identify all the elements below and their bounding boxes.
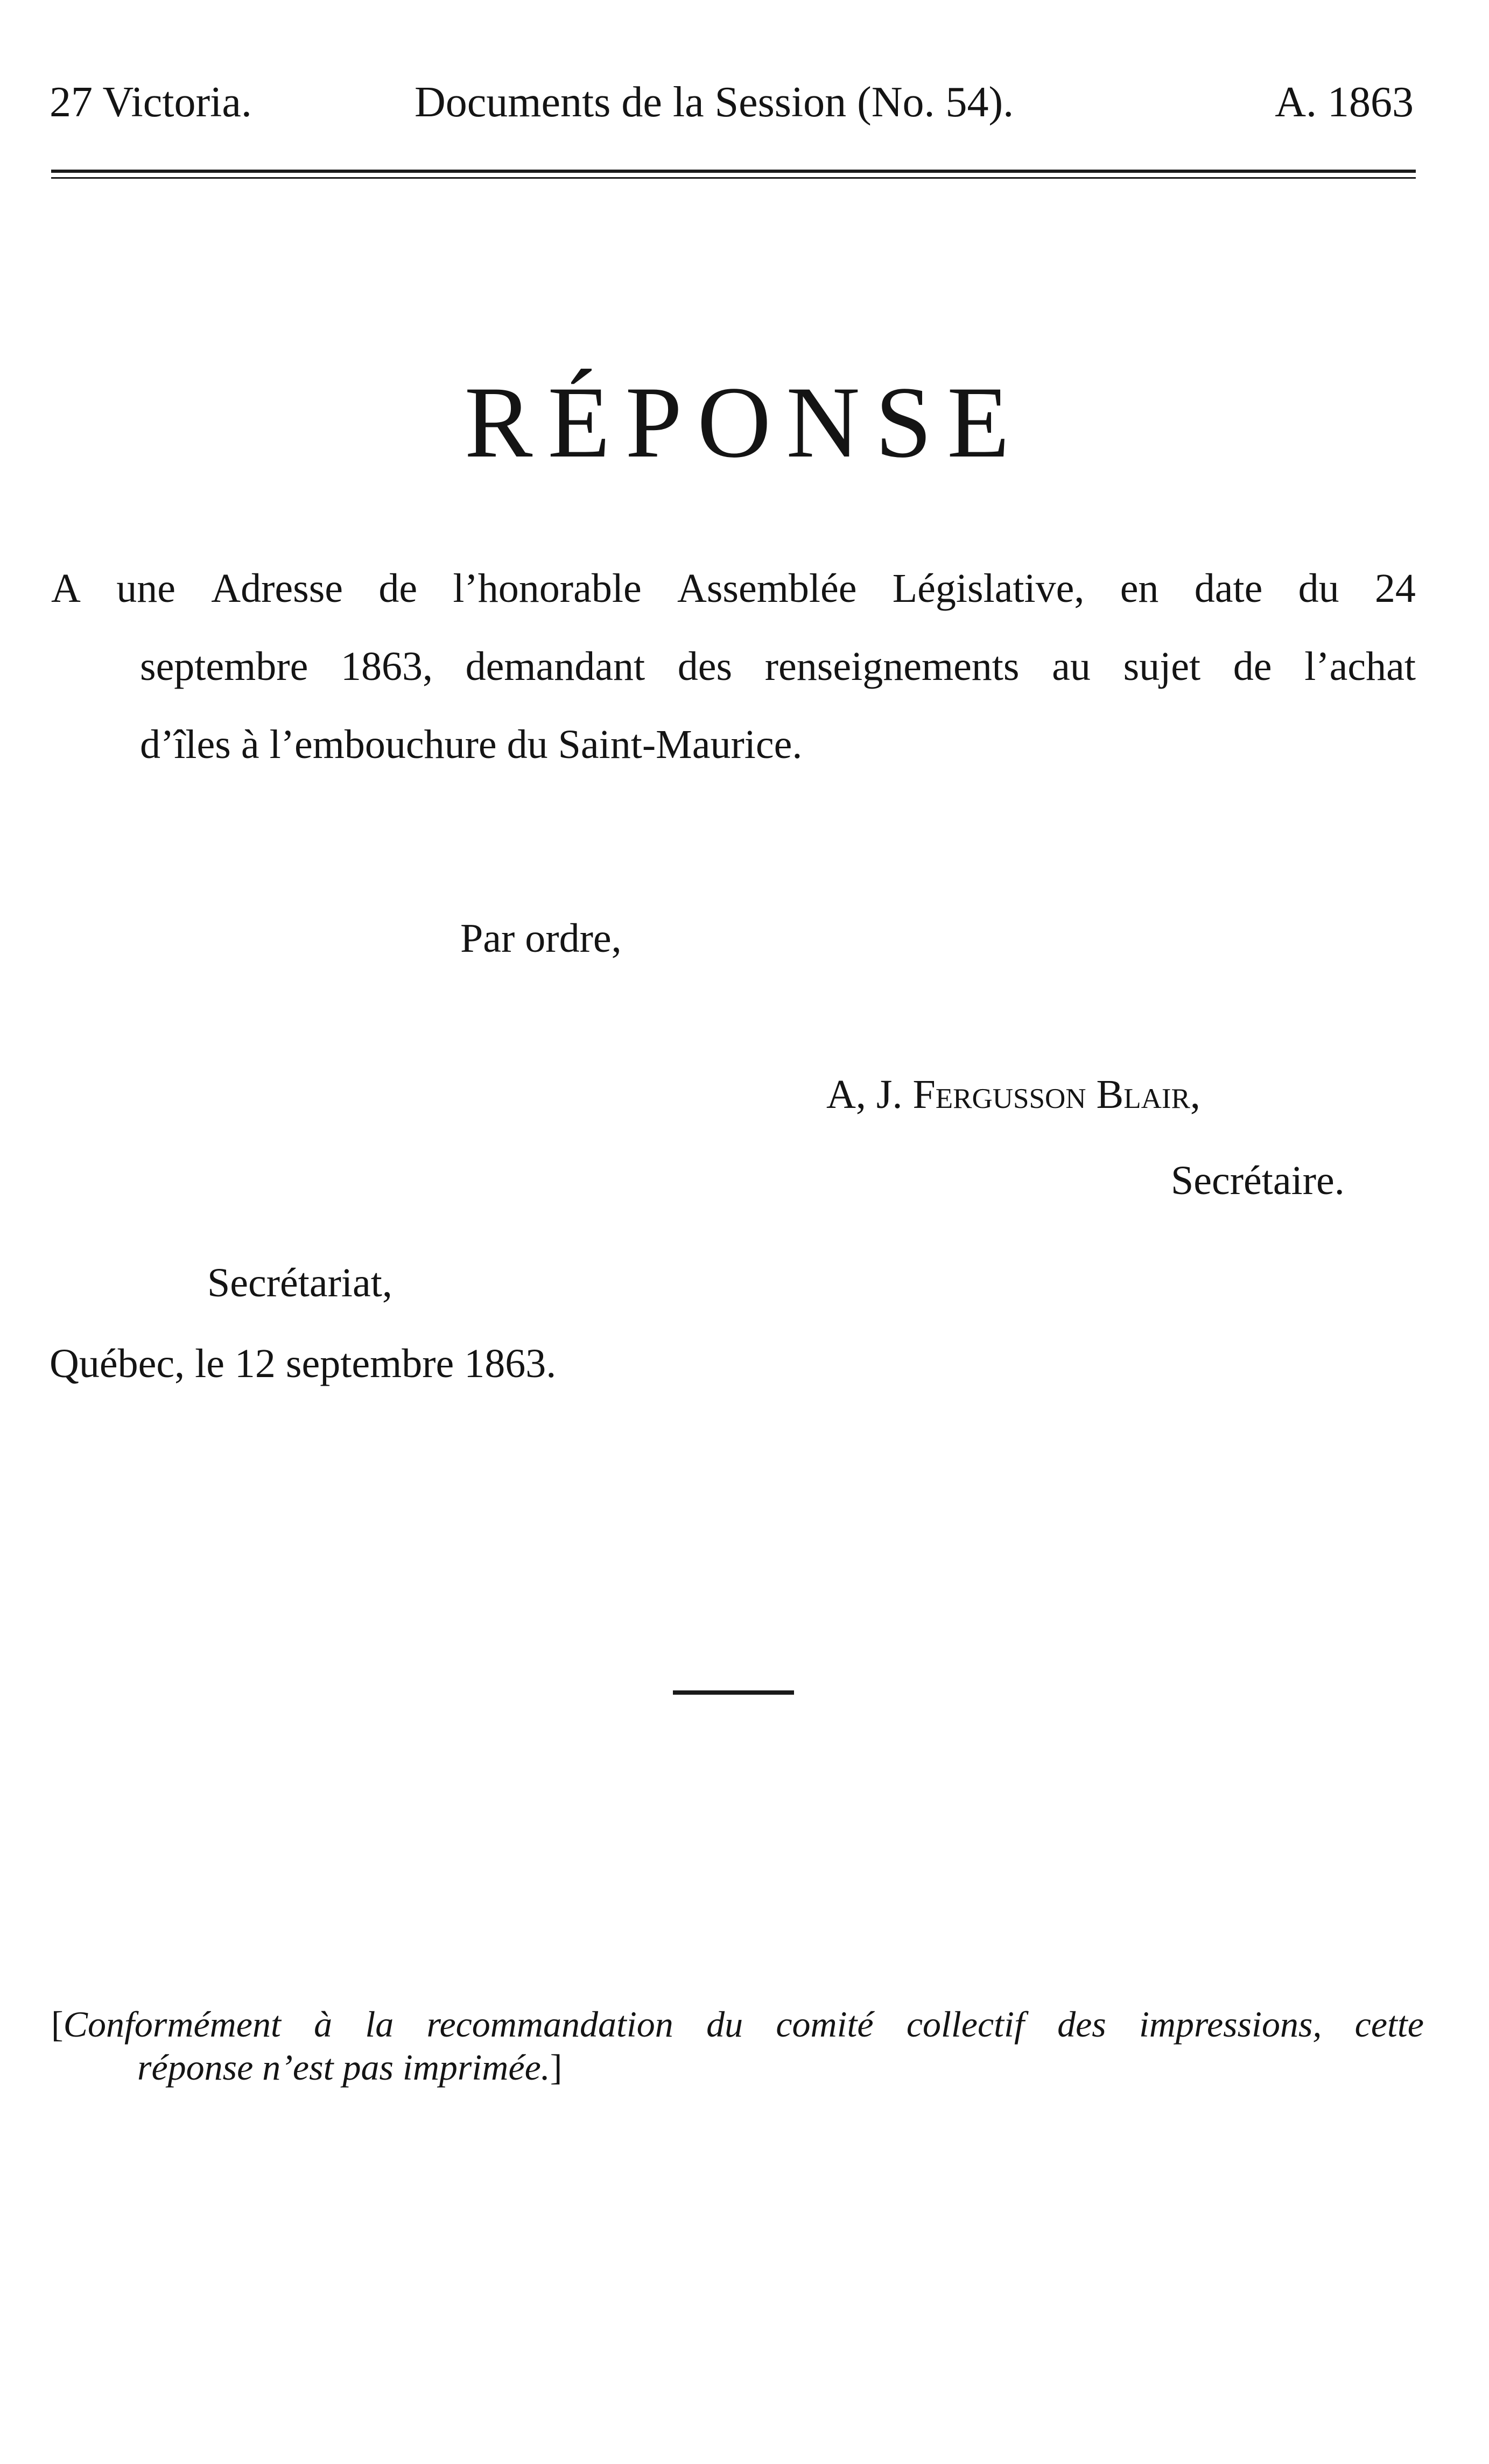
address-line-1-word: en	[1120, 566, 1159, 611]
footnote-word	[51, 2003, 281, 2046]
address-line-1-word: date	[1194, 566, 1263, 611]
address-line-2	[140, 646, 1416, 687]
signatory	[826, 1071, 1200, 1118]
address-line-2-word: l’achat	[1304, 644, 1416, 689]
footnote-word: impressions,	[1139, 2004, 1322, 2045]
footnote-line-2	[51, 2046, 1424, 2089]
place-date: Québec, le 12 septembre 1863.	[50, 1341, 557, 1386]
footnote-word: du	[706, 2004, 743, 2045]
address-line-1-word: Assemblée	[677, 566, 857, 611]
header-double-rule	[51, 170, 1416, 181]
address-line-1-word: du	[1298, 566, 1339, 611]
footnote-word: à	[314, 2004, 333, 2045]
footnote-word: collectif	[906, 2004, 1024, 2045]
par-ordre: Par ordre,	[460, 916, 622, 961]
address-line-2-word: de	[1233, 644, 1272, 689]
address-line-1-word: Législative,	[892, 566, 1085, 611]
page-title: RÉPONSE	[464, 366, 1025, 479]
address-line-1-word: une	[116, 566, 175, 611]
office-name: Secrétariat,	[207, 1260, 392, 1305]
footnote-line-1	[51, 2003, 1424, 2046]
address-line-1-word: Adresse	[211, 566, 343, 611]
address-line-2-word: renseignements	[764, 644, 1020, 689]
footnote-word: la	[365, 2004, 394, 2045]
footnote	[51, 2003, 1424, 2089]
address-line-2-word: septembre	[140, 644, 308, 689]
footnote-word-text: Conformément	[63, 2004, 281, 2045]
header-volume: 27 Victoria.	[50, 79, 252, 126]
address-line-1-word: 24	[1374, 566, 1416, 611]
separator-rule	[673, 1690, 794, 1695]
address-line-2-word: des	[677, 644, 733, 689]
footnote-open-bracket: [	[51, 2004, 64, 2045]
footnote-text-2: réponse n’est pas imprimée.	[137, 2047, 550, 2088]
footnote-word: comité	[776, 2004, 874, 2045]
signatory-name-last: Blair	[1096, 1072, 1190, 1117]
address-line-1-word: A	[51, 566, 81, 611]
footnote-word: cette	[1354, 2004, 1424, 2045]
address-line-1-word: de	[378, 566, 418, 611]
signatory-title: Secrétaire.	[1171, 1158, 1345, 1203]
address-line-1-word: l’honorable	[453, 566, 642, 611]
footnote-word: recommandation	[426, 2004, 673, 2045]
footnote-word: des	[1057, 2004, 1106, 2045]
footnote-close-bracket: ]	[550, 2047, 563, 2088]
address-line-2-word: demandant	[465, 644, 645, 689]
address-line-2-word: 1863,	[340, 644, 433, 689]
address-line-2-word: sujet	[1123, 644, 1201, 689]
header-year: A. 1863	[1275, 79, 1414, 126]
signatory-trailing: ,	[1190, 1072, 1200, 1117]
address-line-2-word: au	[1052, 644, 1091, 689]
address-line-3: d’îles à l’embouchure du Saint-Maurice.	[140, 722, 803, 767]
address-line-1	[51, 568, 1416, 609]
header-document-title: Documents de la Session (No. 54).	[415, 79, 1014, 126]
signatory-initials: A, J.	[826, 1072, 913, 1117]
signatory-name-first: Fergusson	[912, 1072, 1086, 1117]
